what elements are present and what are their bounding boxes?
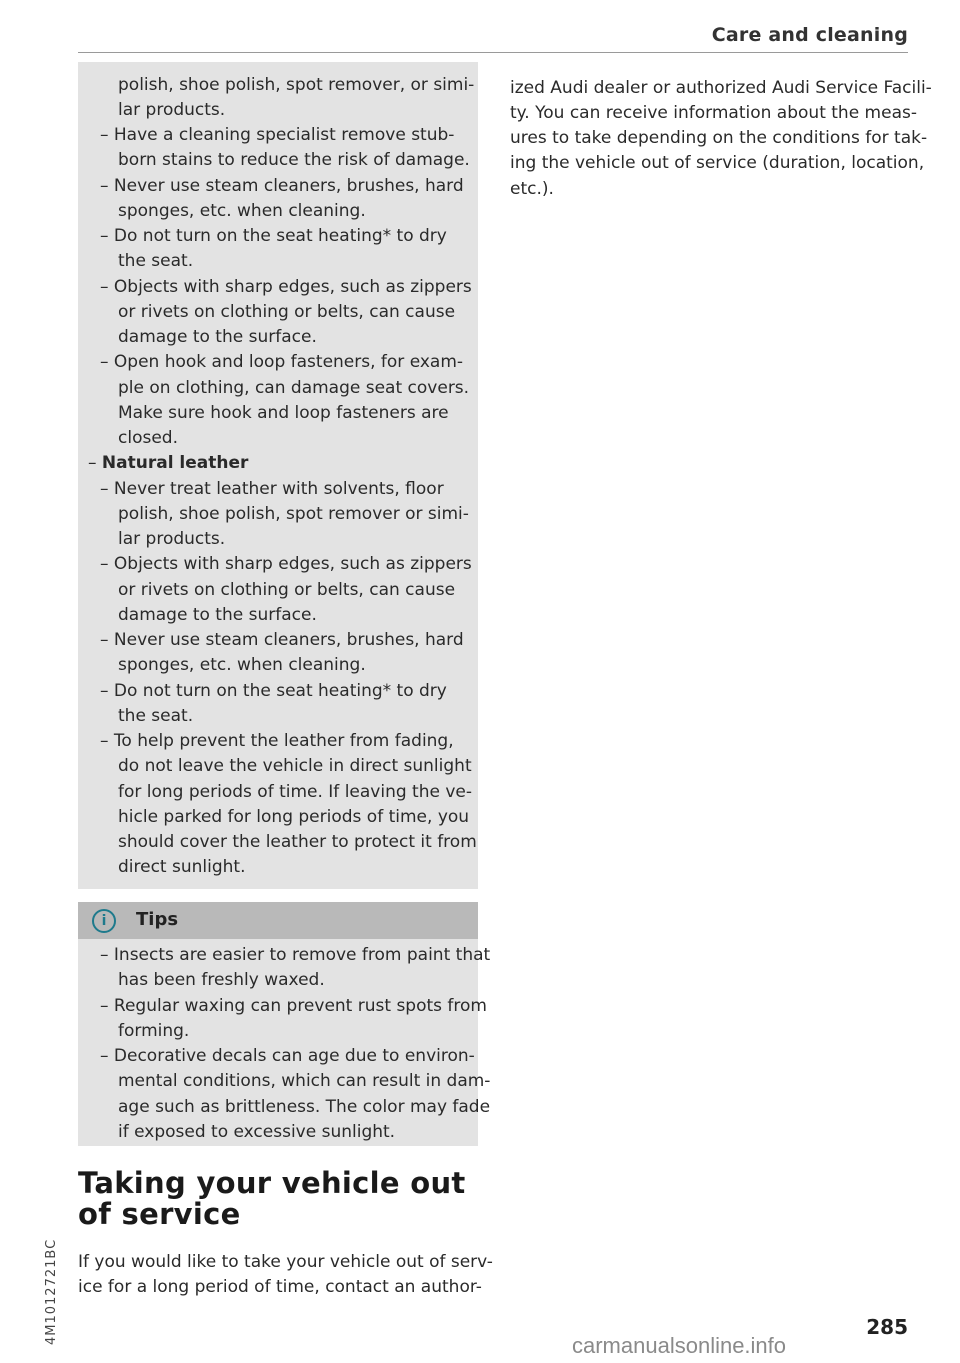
- tips-line: – Decorative decals can age due to environ-: [100, 1046, 475, 1066]
- tips-title: Tips: [136, 909, 179, 930]
- warning-line: – Never treat leather with solvents, floor: [100, 479, 444, 499]
- warning-line: – Do not turn on the seat heating* to dry: [100, 226, 447, 246]
- warning-line: sponges, etc. when cleaning.: [118, 201, 366, 221]
- warning-line: sponges, etc. when cleaning.: [118, 655, 366, 675]
- page-header-title: Care and cleaning: [711, 24, 908, 46]
- warning-line: born stains to reduce the risk of damage.: [118, 150, 470, 170]
- warning-line: Make sure hook and loop fasteners are: [118, 403, 449, 423]
- section-title-line-1: Taking your vehicle out: [78, 1166, 466, 1200]
- warning-line: ple on clothing, can damage seat covers.: [118, 378, 470, 398]
- warning-line: should cover the leather to protect it from: [118, 832, 477, 852]
- tips-line: mental conditions, which can result in dam-: [118, 1071, 491, 1091]
- warning-subheading: Natural leather: [101, 453, 249, 473]
- warning-line: – Never use steam cleaners, brushes, hard: [100, 176, 464, 196]
- warning-line: or rivets on clothing or belts, can cause: [118, 580, 456, 600]
- right-column-line: ures to take depending on the conditions for tak-: [510, 128, 928, 148]
- tips-line: age such as brittleness. The color may fade: [118, 1097, 491, 1117]
- right-column-line: etc.).: [510, 179, 554, 199]
- warning-line: polish, shoe polish, spot remover, or simi-: [118, 75, 475, 95]
- warning-dash: –: [88, 453, 102, 473]
- warning-line: – Do not turn on the seat heating* to dry: [100, 681, 447, 701]
- tips-line: forming.: [118, 1021, 190, 1041]
- warning-line: lar products.: [118, 100, 226, 120]
- section-body-line: ice for a long period of time, contact an author-: [78, 1277, 482, 1297]
- warning-line: polish, shoe polish, spot remover or simi-: [118, 504, 469, 524]
- page-number: 285: [866, 1315, 908, 1339]
- warning-line: – Have a cleaning specialist remove stub-: [100, 125, 455, 145]
- warning-line: – Open hook and loop fasteners, for exam-: [100, 352, 464, 372]
- warning-line: the seat.: [118, 251, 194, 271]
- right-column-line: ty. You can receive information about the meas-: [510, 103, 917, 123]
- section-title-line-2: of service: [78, 1197, 241, 1231]
- tips-line: has been freshly waxed.: [118, 970, 325, 990]
- info-icon: i: [92, 909, 116, 933]
- header-divider: [78, 52, 908, 53]
- warning-line: hicle parked for long periods of time, you: [118, 807, 470, 827]
- warning-line: – Objects with sharp edges, such as zippers: [100, 554, 472, 574]
- right-column-line: ing the vehicle out of service (duration, location,: [510, 153, 925, 173]
- right-column-line: ized Audi dealer or authorized Audi Service Facili-: [510, 78, 932, 98]
- watermark: carmanualsonline.info: [572, 1333, 787, 1358]
- warning-line: [88, 451, 248, 476]
- warning-line: do not leave the vehicle in direct sunlight: [118, 756, 472, 776]
- warning-line: damage to the surface.: [118, 605, 317, 625]
- tips-header: [78, 902, 478, 939]
- warning-line: – To help prevent the leather from fading,: [100, 731, 454, 751]
- warning-line: or rivets on clothing or belts, can cause: [118, 302, 456, 322]
- warning-line: damage to the surface.: [118, 327, 317, 347]
- warning-line: for long periods of time. If leaving the ve-: [118, 782, 473, 802]
- warning-line: lar products.: [118, 529, 226, 549]
- tips-line: – Regular waxing can prevent rust spots from: [100, 996, 487, 1016]
- warning-line: – Never use steam cleaners, brushes, hard: [100, 630, 464, 650]
- document-code: 4M1012721BC: [44, 1238, 59, 1345]
- warning-line: – Objects with sharp edges, such as zippers: [100, 277, 472, 297]
- warning-line: the seat.: [118, 706, 194, 726]
- section-body-line: If you would like to take your vehicle out of serv-: [78, 1252, 493, 1272]
- warning-line: closed.: [118, 428, 178, 448]
- tips-line: if exposed to excessive sunlight.: [118, 1122, 396, 1142]
- tips-line: – Insects are easier to remove from paint that: [100, 945, 491, 965]
- warning-line: direct sunlight.: [118, 857, 246, 877]
